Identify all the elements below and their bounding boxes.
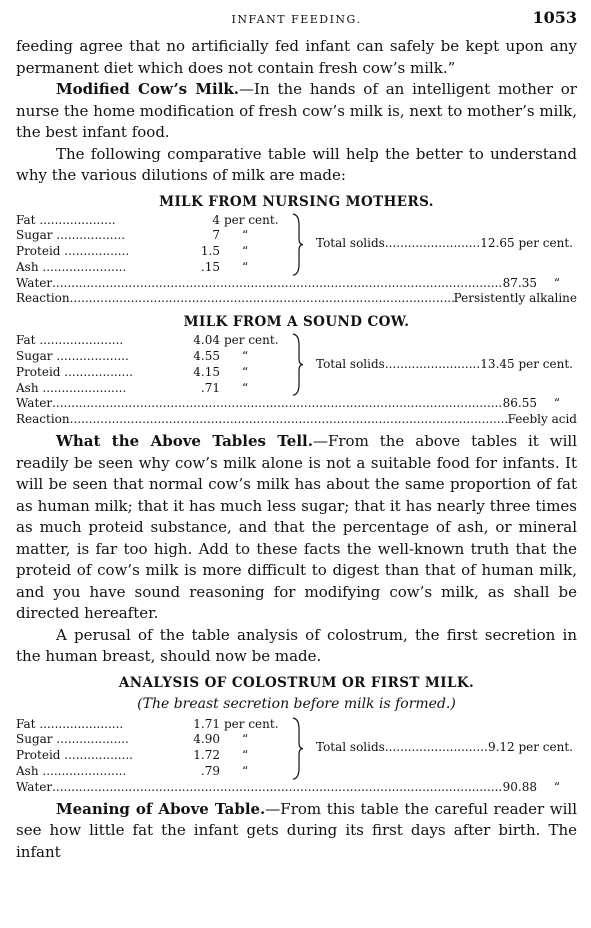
water-row: Water ..... 87.35 “ [16, 276, 577, 292]
table-sound-cow [16, 333, 577, 428]
row-unit: “ [242, 380, 249, 395]
table-nursing-mothers [16, 213, 577, 308]
table-title-colostrum: ANALYSIS OF COLOSTRUM OR FIRST MILK. [118, 674, 475, 691]
paragraph-text: —In the hands of an intelligent mother or nurse the home modification of fresh cow’s milk is, next to mother’s milk, the best infant food. [16, 80, 577, 141]
table-title-sound-cow: MILK FROM A SOUND COW. [183, 314, 410, 331]
row-unit: “ [242, 228, 249, 243]
table-solids-group [16, 333, 577, 396]
row-value: 1.71 [193, 716, 220, 731]
row-value: 1.5 [200, 244, 220, 259]
table-colostrum [16, 717, 577, 796]
row-unit: “ [242, 732, 249, 747]
table-title-nursing-mothers: MILK FROM NURSING MOTHERS. [159, 193, 434, 210]
row-value: .71 [200, 380, 220, 395]
paragraph-text: —From the above tables it will readily be seen why cow’s milk alone is not a suitable food for infants. It will be seen that normal cow’s milk has about the same proportion of fat as human milk; that it has much less sugar; that it has nearly three times as much proteid substance, and that the percentage of ash, or mineral matter, is far too high. Add to these facts the well-known truth that the proteid of cow’s milk is more difficult to digest than that of human milk, and you have sound reasoning for modifying cow’s milk, as shall be directed hereafter. [16, 432, 577, 623]
row-label: Ash ...................... [16, 380, 127, 395]
row-label: Proteid ................. [16, 244, 130, 259]
row-value: 4.90 [193, 732, 220, 747]
total-solids: Total solids ..... 9.12 per cent. [316, 740, 573, 756]
table-solids-group [16, 717, 577, 780]
table-subtitle: (The breast secretion before milk is formed.) [137, 695, 456, 712]
paragraph-modified-cows-milk [16, 79, 577, 144]
row-label: Sugar ................... [16, 732, 129, 747]
row-label: Proteid .................. [16, 748, 133, 763]
row-value: .79 [200, 763, 220, 778]
reaction-row: Reaction ..... Persistently alkaline [16, 291, 577, 307]
row-value: 1.72 [193, 748, 220, 763]
row-unit: “ [242, 259, 249, 274]
reaction-row: Reaction ..... Feebly acid [16, 412, 577, 428]
paragraph-meaning [16, 799, 577, 864]
row-label: Ash ...................... [16, 259, 127, 274]
row-unit: “ [242, 244, 249, 259]
paragraph-table-intro: The following comparative table will help the better to understand why the various dilutions of milk are made: [16, 144, 577, 184]
paragraph-continuation: feeding agree that no artificially fed infant can safely be kept upon any permanent diet which does not contain fresh cow’s milk.” [16, 37, 577, 77]
row-value: 7 [212, 228, 220, 243]
row-unit: per cent. [224, 212, 279, 227]
total-solids: Total solids ..... 13.45 per cent. [316, 357, 573, 373]
paragraph-text: —From this table the careful reader will see how little fat the infant gets during its first days after birth. The infant [16, 799, 577, 861]
brace-icon [291, 213, 303, 276]
row-value: .15 [200, 259, 220, 274]
run-in-heading: What the Above Tables Tell. [56, 432, 313, 451]
brace-icon [291, 717, 303, 780]
brace-icon [291, 333, 303, 396]
row-unit: “ [242, 349, 249, 364]
row-label: Proteid .................. [16, 364, 133, 379]
row-label: Ash ...................... [16, 763, 127, 778]
row-label: Fat ...................... [16, 333, 124, 348]
row-label: Sugar .................. [16, 228, 126, 243]
running-title: INFANT FEEDING. [231, 13, 362, 26]
paragraph-colostrum-intro: A perusal of the table analysis of colostrum, the first secretion in the human breast, should now be made. [16, 625, 577, 666]
row-value: 4.55 [193, 349, 220, 364]
row-label: Fat ...................... [16, 716, 124, 731]
row-unit: “ [242, 748, 249, 763]
row-unit: per cent. [224, 716, 279, 731]
water-row: Water ..... 86.55 “ [16, 396, 577, 412]
row-unit: per cent. [224, 333, 279, 348]
page-number: 1053 [532, 8, 577, 27]
run-in-heading: Modified Cow’s Milk. [56, 80, 240, 98]
page-header [16, 0, 577, 36]
run-in-heading: Meaning of Above Table. [56, 799, 266, 818]
row-label: Sugar ................... [16, 349, 129, 364]
row-value: 4.04 [193, 333, 220, 348]
water-row: Water ..... 90.88 “ [16, 780, 577, 796]
paragraph-tables-tell [16, 431, 577, 625]
row-unit: “ [242, 763, 249, 778]
row-value: 4.15 [193, 364, 220, 379]
table-solids-group [16, 213, 577, 276]
row-unit: “ [242, 364, 249, 379]
row-label: Fat .................... [16, 212, 116, 227]
row-value: 4 [212, 212, 220, 227]
total-solids: Total solids ..... 12.65 per cent. [316, 236, 573, 252]
